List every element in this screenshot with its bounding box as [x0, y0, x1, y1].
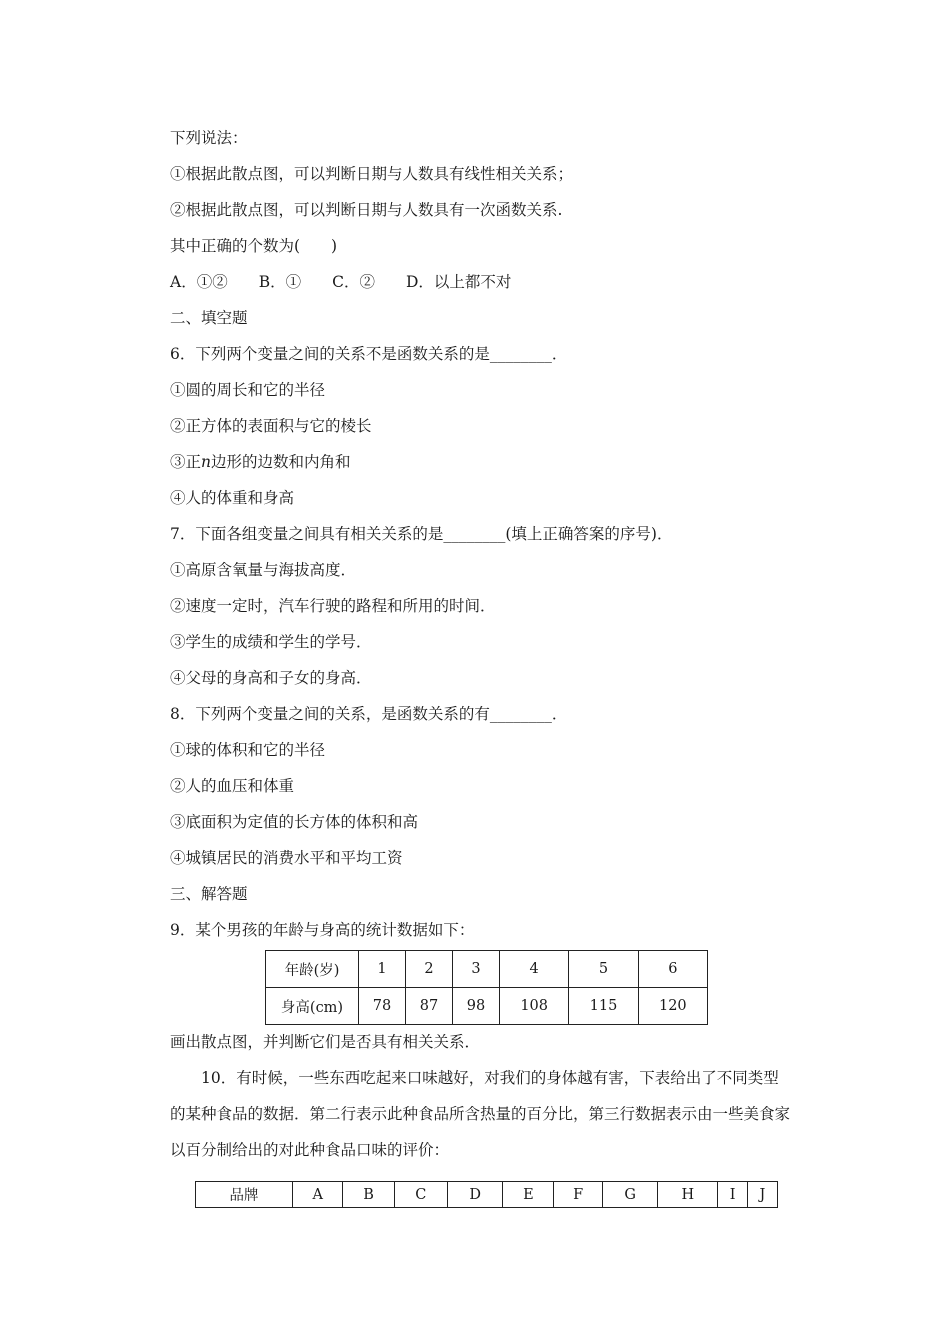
table-cell: 4 [500, 951, 569, 988]
table-cell: 2 [406, 951, 453, 988]
table-cell: 6 [638, 951, 707, 988]
section-fill-in: 二、填空题 [170, 309, 248, 327]
food-rating-table [195, 1181, 778, 1208]
table-row [196, 1182, 778, 1208]
q7-option-4: ④父母的身高和子女的身高． [170, 669, 372, 687]
table-cell: 87 [406, 988, 453, 1025]
q10-paragraph: 10．有时候，一些东西吃起来口味越好，对我们的身体越有害，下表给出了不同类型的某种食品的数据．第二行表示此种食品所含热量的百分比，第三行数据表示由一些美食家以百分制给出的对此种食品口味的评价： [170, 1069, 791, 1159]
question-prompt: 其中正确的个数为( ) [170, 237, 338, 255]
q8-option-2: ②人的血压和体重 [170, 777, 295, 795]
q6-option-4: ④人的体重和身高 [170, 489, 295, 507]
q7-option-1: ①高原含氧量与海拔高度． [170, 561, 357, 579]
table-cell: C [394, 1182, 447, 1208]
table-cell: 108 [500, 988, 569, 1025]
table-cell: H [658, 1182, 718, 1208]
q6-option-3-suffix: 边形的边数和内角和 [211, 453, 351, 471]
table-cell: 115 [569, 988, 638, 1025]
table-cell: I [718, 1182, 748, 1208]
q6-stem: 6．下列两个变量之间的关系不是函数关系的是________． [170, 345, 568, 363]
table-cell: 120 [638, 988, 707, 1025]
table-row [266, 988, 708, 1025]
table-cell: B [343, 1182, 394, 1208]
q6-option-2: ②正方体的表面积与它的棱长 [170, 417, 372, 435]
table-cell: 身高(cm) [266, 988, 359, 1025]
age-height-table [265, 950, 708, 1025]
table-cell: G [602, 1182, 657, 1208]
section-answer: 三、解答题 [170, 885, 248, 903]
table-cell: 78 [359, 988, 406, 1025]
choices: A．①② B．① C．② D．以上都不对 [170, 273, 512, 291]
line-intro: 下列说法： [170, 129, 248, 147]
q9-stem: 9．某个男孩的年龄与身高的统计数据如下： [170, 921, 475, 939]
table-cell: 5 [569, 951, 638, 988]
statement-2: ②根据此散点图，可以判断日期与人数具有一次函数关系. [170, 201, 563, 219]
table-cell: E [503, 1182, 554, 1208]
q6-option-1: ①圆的周长和它的半径 [170, 381, 326, 399]
q7-option-2: ②速度一定时，汽车行驶的路程和所用的时间． [170, 597, 496, 615]
q8-option-4: ④城镇居民的消费水平和平均工资 [170, 849, 403, 867]
table-cell: 1 [359, 951, 406, 988]
table-cell: 品牌 [196, 1182, 293, 1208]
table-row [266, 951, 708, 988]
q9-instruction: 画出散点图，并判断它们是否具有相关关系． [170, 1033, 481, 1051]
table-cell: 98 [453, 988, 500, 1025]
q8-stem: 8．下列两个变量之间的关系，是函数关系的有________． [170, 705, 568, 723]
q6-option-3-prefix: ③正 [170, 453, 202, 471]
q6-option-3 [170, 452, 351, 472]
variable-n: n [201, 453, 211, 471]
table-cell: F [554, 1182, 603, 1208]
q7-option-3: ③学生的成绩和学生的学号． [170, 633, 372, 651]
statement-1: ①根据此散点图，可以判断日期与人数具有线性相关关系； [170, 165, 574, 183]
q8-option-3: ③底面积为定值的长方体的体积和高 [170, 813, 419, 831]
table-cell: 年龄(岁) [266, 951, 359, 988]
table-cell: J [747, 1182, 777, 1208]
table-cell: 3 [453, 951, 500, 988]
table-cell: A [293, 1182, 343, 1208]
q7-stem: 7．下面各组变量之间具有相关关系的是________(填上正确答案的序号)． [170, 525, 673, 543]
table-cell: D [447, 1182, 503, 1208]
q8-option-1: ①球的体积和它的半径 [170, 741, 326, 759]
